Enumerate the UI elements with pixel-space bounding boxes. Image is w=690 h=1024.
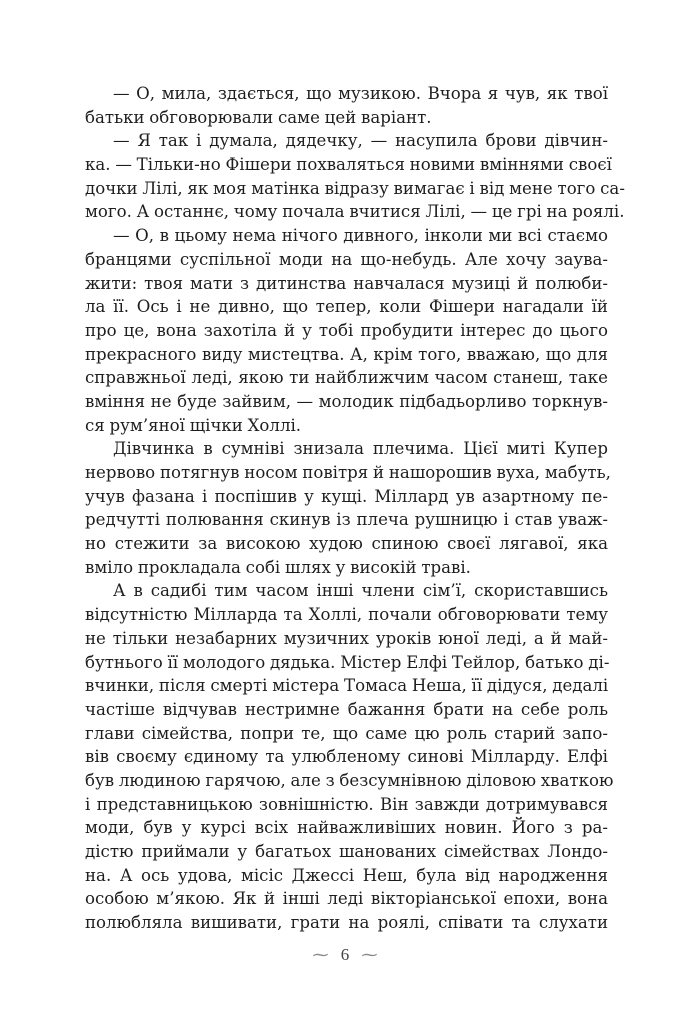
text-line: — Я так і думала, дядечку, — насупила брови дівчин- xyxy=(113,131,608,151)
text-line: вчинки, після смерті містера Томаса Неша, її дідуся, дедалі xyxy=(85,676,609,696)
text-line: справжньої леді, якою ти найближчим часом станеш, таке xyxy=(85,368,608,388)
text-line: про це, вона захотіла й у тобі пробудити інтерес до цього xyxy=(85,320,608,340)
text-line: А в садибі тим часом інші члени сім’ї, скориставшись xyxy=(113,581,608,601)
text-line: бутнього її молодого дядька. Містер Елфі Тейлор, батько ді- xyxy=(85,652,610,672)
text-line: батьки обговорювали саме цей варіант. xyxy=(85,107,432,127)
text-line: — О, в цьому нема нічого дивного, інколи ми всі стаємо xyxy=(113,226,608,246)
text-line: прекрасного виду мистецтва. А, крім того, вважаю, що для xyxy=(85,344,608,364)
text-line: жити: твоя мати з дитинства навчалася музиці й полюби- xyxy=(85,273,608,293)
text-line: Дівчинка в сумніві знизала плечима. Цієї миті Купер xyxy=(113,439,608,459)
text-line: частіше відчував нестримне бажання брати на себе роль xyxy=(85,699,608,719)
text-line: — О, мила, здається, що музикою. Вчора я чув, як твої xyxy=(113,84,608,103)
text-line: вміння не буде зайвим, — молодик підбадьорливо торкнув- xyxy=(85,391,608,411)
text-line: нервово потягнув носом повітря й нашорошив вуха, мабуть, xyxy=(85,463,611,482)
page-number: 6 xyxy=(340,945,350,964)
text-line: і представницькою зовнішністю. Він завжди дотримувався xyxy=(85,794,608,814)
text-line: ка. — Тільки-но Фішери похваляться новими вміннями своєї xyxy=(85,155,612,175)
text-line: ся рум’яної щічки Холлі. xyxy=(85,415,302,435)
ornament-right-icon: ⁓ xyxy=(361,947,378,964)
text-line: не тільки незабарних музичних уроків юної леді, а й май- xyxy=(85,628,608,648)
text-line: моди, був у курсі всіх найважливіших новин. Його з ра- xyxy=(85,818,608,838)
body-text xyxy=(85,82,625,935)
text-line: вів своєму єдиному та улюбленому синові Мілларду. Елфі xyxy=(85,747,608,767)
text-line: учув фазана і поспішив у кущі. Міллард ув азартному пе- xyxy=(85,486,608,506)
text-line: дочки Лілі, як моя матінка відразу вимагає і від мене того са- xyxy=(85,178,625,198)
text-line: редчутті полювання скинув із плеча рушницю і став уваж- xyxy=(85,510,608,530)
text-line: був людиною гарячою, але з безсумнівною діловою хваткою xyxy=(85,770,614,790)
text-line: на. А ось удова, місіс Джессі Неш, була від народження xyxy=(85,865,608,885)
text-line: полюбляла вишивати, грати на роялі, співати та слухати xyxy=(85,913,608,933)
text-line: вміло прокладала собі шлях у високій траві. xyxy=(85,557,471,577)
text-line: дістю приймали у багатьох шанованих сімействах Лондо- xyxy=(85,842,608,861)
text-line: но стежити за високою худою спиною своєї лягавої, яка xyxy=(85,534,608,554)
text-line: бранцями суспільної моди на що-небудь. Але хочу заува- xyxy=(85,249,608,269)
page-footer xyxy=(0,945,690,965)
text-line: ла її. Ось і не дивно, що тепер, коли Фішери нагадали їй xyxy=(85,297,608,317)
ornament-left-icon: ⁓ xyxy=(312,947,329,964)
text-line: мого. А останнє, чому почала вчитися Лілі, — це грі на роялі. xyxy=(85,202,625,222)
text-line: глави сімейства, попри те, що саме цю роль старий запо- xyxy=(85,723,608,743)
text-line: відсутністю Мілларда та Холлі, почали обговорювати тему xyxy=(85,605,608,625)
text-line: особою м’якою. Як й інші леді вікторіанської епохи, вона xyxy=(85,889,608,909)
